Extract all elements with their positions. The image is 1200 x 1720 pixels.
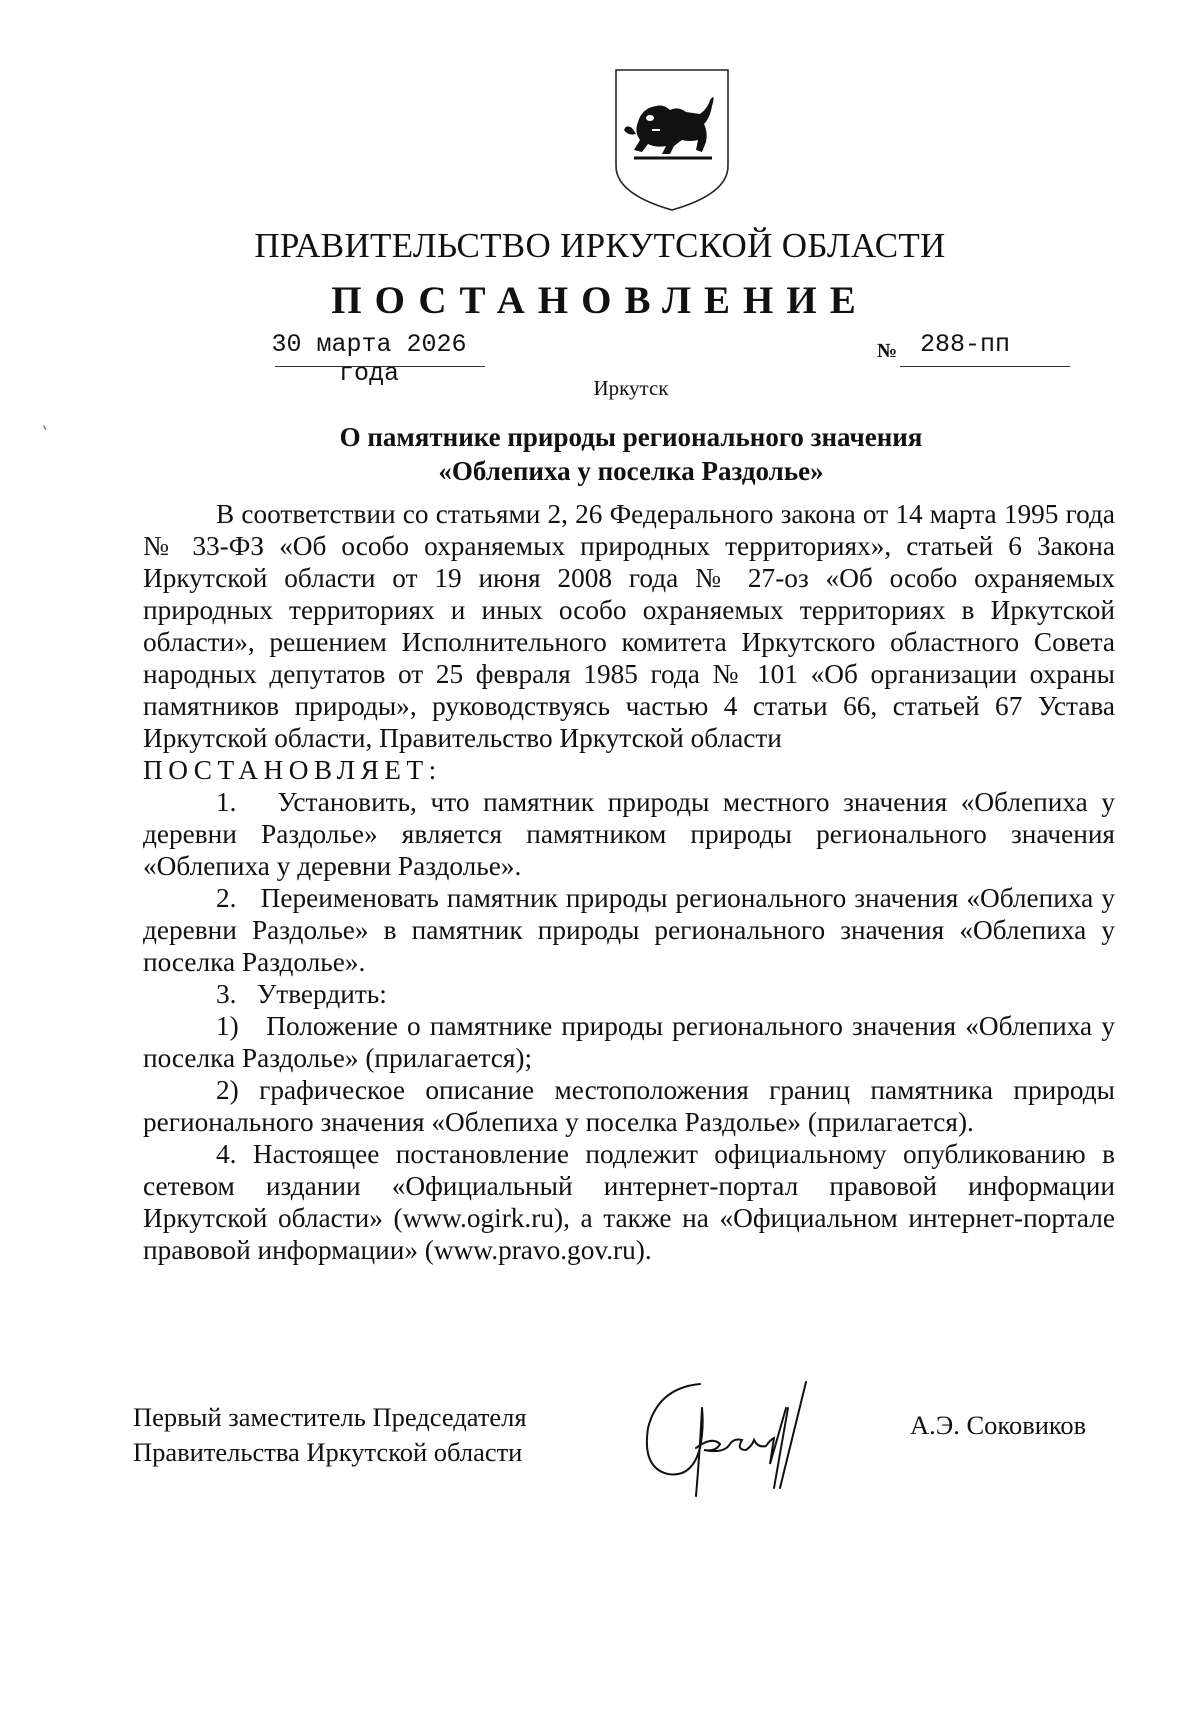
- date-underline: [275, 366, 485, 367]
- signer-position-line-2: Правительства Иркутской области: [133, 1437, 523, 1467]
- decree-date: 30 марта 2026 года: [271, 330, 467, 388]
- city-name: Иркутск: [593, 376, 669, 400]
- document-type-title: ПОСТАНОВЛЕНИЕ: [331, 279, 869, 322]
- subject-line-1: О памятнике природы регионального значения: [339, 422, 923, 452]
- government-name: ПРАВИТЕЛЬСТВО ИРКУТСКОЙ ОБЛАСТИ: [254, 226, 946, 265]
- signer-name: А.Э. Соковиков: [910, 1410, 1087, 1440]
- item-3-paragraph: 3. Утвердить:: [216, 979, 387, 1009]
- item-1-paragraph: 1. Установить, что памятник природы местного значения «Облепиха у деревни Раздолье» является памятником природы регионального значения «Облепиха у деревни Раздолье».: [143, 787, 1115, 881]
- decree-subject: [0, 420, 1200, 488]
- signer-position-line-1: Первый заместитель Председателя: [133, 1402, 527, 1432]
- item-3-1-paragraph: 1) Положение о памятнике природы регионального значения «Облепиха у поселка Раздолье» (прилагается);: [143, 1011, 1115, 1073]
- item-4-paragraph: 4. Настоящее постановление подлежит официальному опубликованию в сетевом издании «Официальный интернет-портал правовой информации Иркутской области» (www.ogirk.ru), а также на «Официальном интернет-портале правовой информации» (www.pravo.gov.ru).: [143, 1139, 1115, 1265]
- item-3-2-paragraph: 2) графическое описание местоположения границ памятника природы регионального значения «Облепиха у поселка Раздолье» (прилагается).: [143, 1075, 1115, 1137]
- coat-of-arms-icon: [612, 66, 732, 214]
- subject-line-2: «Облепиха у поселка Раздолье»: [438, 456, 824, 486]
- number-underline: [900, 366, 1070, 367]
- resolves-heading: ПОСТАНОВЛЯЕТ:: [143, 755, 442, 785]
- handwritten-signature-icon: [638, 1378, 858, 1506]
- number-sign: №: [877, 340, 898, 362]
- preamble-paragraph: В соответствии со статьями 2, 26 Федерального закона от 14 марта 1995 года № 33-ФЗ «Об особо охраняемых природных территориях», статьей 6 Закона Иркутской области от 19 июня 2008 года № 27-оз «Об особо охраняемых природных территориях и иных особо охраняемых территориях в Иркутской области», решением Исполнительного комитета Иркутского областного Совета народных депутатов от 25 февраля 1985 года № 101 «Об организации охраны памятников природы», руководствуясь частью 4 статьи 66, статьей 67 Устава Иркутской области, Правительство Иркутской области: [143, 499, 1115, 753]
- signer-position: [133, 1400, 527, 1470]
- decree-number: 288-пп: [920, 330, 1011, 359]
- item-2-paragraph: 2. Переименовать памятник природы регионального значения «Облепиха у деревни Раздолье» в памятник природы регионального значения «Облепиха у поселка Раздолье».: [143, 883, 1115, 977]
- decree-body: [143, 498, 1115, 1266]
